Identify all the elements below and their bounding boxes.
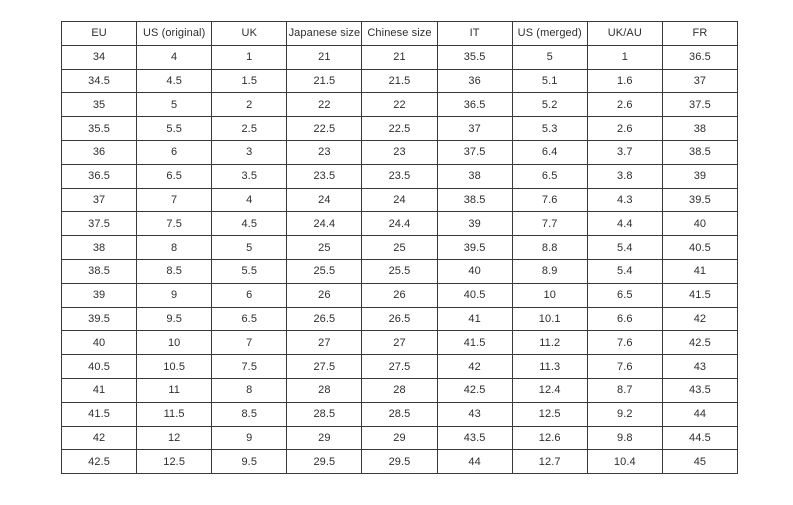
table-header-row <box>62 22 738 46</box>
table-row <box>62 283 738 307</box>
table-cell: 22 <box>362 93 437 117</box>
table-cell: 36.5 <box>62 164 137 188</box>
table-cell: 4 <box>212 188 287 212</box>
table-cell: 7.7 <box>512 212 587 236</box>
table-cell: 37.5 <box>437 140 512 164</box>
table-cell: 23 <box>287 140 362 164</box>
table-cell: 21 <box>287 45 362 69</box>
table-row <box>62 450 738 474</box>
table-cell: 10 <box>512 283 587 307</box>
table-cell: 24 <box>287 188 362 212</box>
table-cell: 4.5 <box>137 69 212 93</box>
table-cell: 12.4 <box>512 378 587 402</box>
table-cell: 9 <box>137 283 212 307</box>
table-cell: 11.3 <box>512 355 587 379</box>
table-cell: 5.5 <box>137 117 212 141</box>
table-cell: 36 <box>437 69 512 93</box>
table-row <box>62 117 738 141</box>
table-cell: 35 <box>62 93 137 117</box>
table-cell: 6.6 <box>587 307 662 331</box>
table-cell: 10.5 <box>137 355 212 379</box>
table-cell: 4 <box>137 45 212 69</box>
table-row <box>62 259 738 283</box>
table-cell: 40 <box>437 259 512 283</box>
table-cell: 26.5 <box>287 307 362 331</box>
table-cell: 38.5 <box>662 140 737 164</box>
table-cell: 5.3 <box>512 117 587 141</box>
table-cell: 4.4 <box>587 212 662 236</box>
table-cell: 5.1 <box>512 69 587 93</box>
table-cell: 7.6 <box>587 355 662 379</box>
table-cell: 42 <box>62 426 137 450</box>
table-cell: 9.5 <box>212 450 287 474</box>
column-header-japanese-size: Japanese size <box>287 22 362 46</box>
table-cell: 37.5 <box>62 212 137 236</box>
column-header-chinese-size: Chinese size <box>362 22 437 46</box>
column-header-it: IT <box>437 22 512 46</box>
table-cell: 22.5 <box>287 117 362 141</box>
table-cell: 6.5 <box>512 164 587 188</box>
table-cell: 22.5 <box>362 117 437 141</box>
table-cell: 38.5 <box>62 259 137 283</box>
table-cell: 41 <box>62 378 137 402</box>
table-row <box>62 188 738 212</box>
table-cell: 1.6 <box>587 69 662 93</box>
table-cell: 5.4 <box>587 236 662 260</box>
table-cell: 7.5 <box>212 355 287 379</box>
table-cell: 36 <box>62 140 137 164</box>
table-cell: 42.5 <box>62 450 137 474</box>
table-cell: 7.6 <box>512 188 587 212</box>
table-cell: 39 <box>662 164 737 188</box>
table-row <box>62 140 738 164</box>
table-cell: 7 <box>212 331 287 355</box>
table-cell: 38 <box>437 164 512 188</box>
table-cell: 8.5 <box>137 259 212 283</box>
table-row <box>62 212 738 236</box>
table-cell: 5 <box>137 93 212 117</box>
table-cell: 39 <box>437 212 512 236</box>
table-cell: 12 <box>137 426 212 450</box>
table-row <box>62 69 738 93</box>
shoe-size-conversion-table <box>61 21 738 474</box>
table-cell: 41 <box>662 259 737 283</box>
table-cell: 1 <box>212 45 287 69</box>
table-cell: 40.5 <box>662 236 737 260</box>
table-row <box>62 355 738 379</box>
table-cell: 29.5 <box>287 450 362 474</box>
table-cell: 3.8 <box>587 164 662 188</box>
table-cell: 9.5 <box>137 307 212 331</box>
table-cell: 42.5 <box>437 378 512 402</box>
table-cell: 25.5 <box>362 259 437 283</box>
table-cell: 27.5 <box>287 355 362 379</box>
table-cell: 37 <box>62 188 137 212</box>
table-cell: 23.5 <box>362 164 437 188</box>
table-cell: 35.5 <box>437 45 512 69</box>
table-cell: 41.5 <box>62 402 137 426</box>
column-header-us-merged: US (merged) <box>512 22 587 46</box>
column-header-uk: UK <box>212 22 287 46</box>
table-cell: 40.5 <box>437 283 512 307</box>
table-cell: 25.5 <box>287 259 362 283</box>
table-cell: 27 <box>287 331 362 355</box>
table-cell: 2.6 <box>587 117 662 141</box>
table-cell: 11 <box>137 378 212 402</box>
table-cell: 40.5 <box>62 355 137 379</box>
table-cell: 28 <box>362 378 437 402</box>
table-cell: 42 <box>437 355 512 379</box>
table-cell: 7.6 <box>587 331 662 355</box>
table-cell: 26 <box>362 283 437 307</box>
table-cell: 24.4 <box>362 212 437 236</box>
table-cell: 21 <box>362 45 437 69</box>
table-cell: 45 <box>662 450 737 474</box>
table-cell: 9.8 <box>587 426 662 450</box>
table-cell: 8.7 <box>587 378 662 402</box>
column-header-uk-au: UK/AU <box>587 22 662 46</box>
table-cell: 2.5 <box>212 117 287 141</box>
table-cell: 25 <box>362 236 437 260</box>
table-cell: 29 <box>287 426 362 450</box>
table-cell: 6 <box>137 140 212 164</box>
table-cell: 2.6 <box>587 93 662 117</box>
table-cell: 8.9 <box>512 259 587 283</box>
table-cell: 3.7 <box>587 140 662 164</box>
table-row <box>62 45 738 69</box>
table-cell: 41.5 <box>662 283 737 307</box>
table-cell: 6.5 <box>212 307 287 331</box>
table-cell: 3 <box>212 140 287 164</box>
table-cell: 6.4 <box>512 140 587 164</box>
table-cell: 42 <box>662 307 737 331</box>
table-cell: 21.5 <box>287 69 362 93</box>
table-cell: 34 <box>62 45 137 69</box>
table-cell: 28.5 <box>287 402 362 426</box>
table-header <box>62 22 738 46</box>
table-cell: 12.7 <box>512 450 587 474</box>
table-cell: 8.5 <box>212 402 287 426</box>
table-row <box>62 236 738 260</box>
table-cell: 24 <box>362 188 437 212</box>
table-cell: 21.5 <box>362 69 437 93</box>
table-cell: 6 <box>212 283 287 307</box>
table-cell: 27.5 <box>362 355 437 379</box>
table-cell: 9.2 <box>587 402 662 426</box>
table-cell: 5.5 <box>212 259 287 283</box>
table-cell: 3.5 <box>212 164 287 188</box>
table-cell: 11.5 <box>137 402 212 426</box>
table-row <box>62 378 738 402</box>
table-cell: 37 <box>662 69 737 93</box>
table-cell: 7 <box>137 188 212 212</box>
table-cell: 5 <box>212 236 287 260</box>
table-cell: 25 <box>287 236 362 260</box>
table-cell: 5.4 <box>587 259 662 283</box>
table-cell: 35.5 <box>62 117 137 141</box>
table-cell: 36.5 <box>437 93 512 117</box>
table-cell: 10 <box>137 331 212 355</box>
table-cell: 28 <box>287 378 362 402</box>
table-cell: 5.2 <box>512 93 587 117</box>
table-cell: 34.5 <box>62 69 137 93</box>
table-cell: 12.6 <box>512 426 587 450</box>
table-cell: 1.5 <box>212 69 287 93</box>
table-cell: 22 <box>287 93 362 117</box>
table-cell: 29.5 <box>362 450 437 474</box>
table-cell: 43 <box>662 355 737 379</box>
table-row <box>62 402 738 426</box>
table-cell: 38.5 <box>437 188 512 212</box>
table-cell: 43.5 <box>437 426 512 450</box>
table-cell: 6.5 <box>587 283 662 307</box>
table-cell: 4.5 <box>212 212 287 236</box>
table-body <box>62 45 738 473</box>
table-cell: 28.5 <box>362 402 437 426</box>
table-cell: 40 <box>62 331 137 355</box>
table-cell: 36.5 <box>662 45 737 69</box>
table-cell: 38 <box>62 236 137 260</box>
table-cell: 39.5 <box>62 307 137 331</box>
table-cell: 12.5 <box>137 450 212 474</box>
table-cell: 39.5 <box>437 236 512 260</box>
table-cell: 43 <box>437 402 512 426</box>
table-cell: 40 <box>662 212 737 236</box>
table-cell: 37.5 <box>662 93 737 117</box>
table-cell: 29 <box>362 426 437 450</box>
table-row <box>62 426 738 450</box>
table-row <box>62 93 738 117</box>
column-header-eu: EU <box>62 22 137 46</box>
table-cell: 42.5 <box>662 331 737 355</box>
table-cell: 26 <box>287 283 362 307</box>
table-cell: 41.5 <box>437 331 512 355</box>
table-cell: 44.5 <box>662 426 737 450</box>
table-cell: 39.5 <box>662 188 737 212</box>
table-cell: 2 <box>212 93 287 117</box>
table-cell: 12.5 <box>512 402 587 426</box>
table-cell: 4.3 <box>587 188 662 212</box>
table-cell: 24.4 <box>287 212 362 236</box>
table-cell: 37 <box>437 117 512 141</box>
table-cell: 8.8 <box>512 236 587 260</box>
table-cell: 44 <box>662 402 737 426</box>
table-cell: 8 <box>212 378 287 402</box>
table-cell: 26.5 <box>362 307 437 331</box>
table-cell: 44 <box>437 450 512 474</box>
column-header-fr: FR <box>662 22 737 46</box>
table-cell: 6.5 <box>137 164 212 188</box>
table-cell: 38 <box>662 117 737 141</box>
table-row <box>62 307 738 331</box>
table-cell: 23.5 <box>287 164 362 188</box>
table-cell: 5 <box>512 45 587 69</box>
table-cell: 23 <box>362 140 437 164</box>
table-cell: 10.4 <box>587 450 662 474</box>
table-cell: 39 <box>62 283 137 307</box>
table-row <box>62 164 738 188</box>
table-cell: 1 <box>587 45 662 69</box>
table-cell: 41 <box>437 307 512 331</box>
table-cell: 10.1 <box>512 307 587 331</box>
table-cell: 8 <box>137 236 212 260</box>
table-cell: 9 <box>212 426 287 450</box>
table-row <box>62 331 738 355</box>
table-cell: 43.5 <box>662 378 737 402</box>
table-cell: 7.5 <box>137 212 212 236</box>
table-cell: 27 <box>362 331 437 355</box>
column-header-us-original: US (original) <box>137 22 212 46</box>
table-cell: 11.2 <box>512 331 587 355</box>
